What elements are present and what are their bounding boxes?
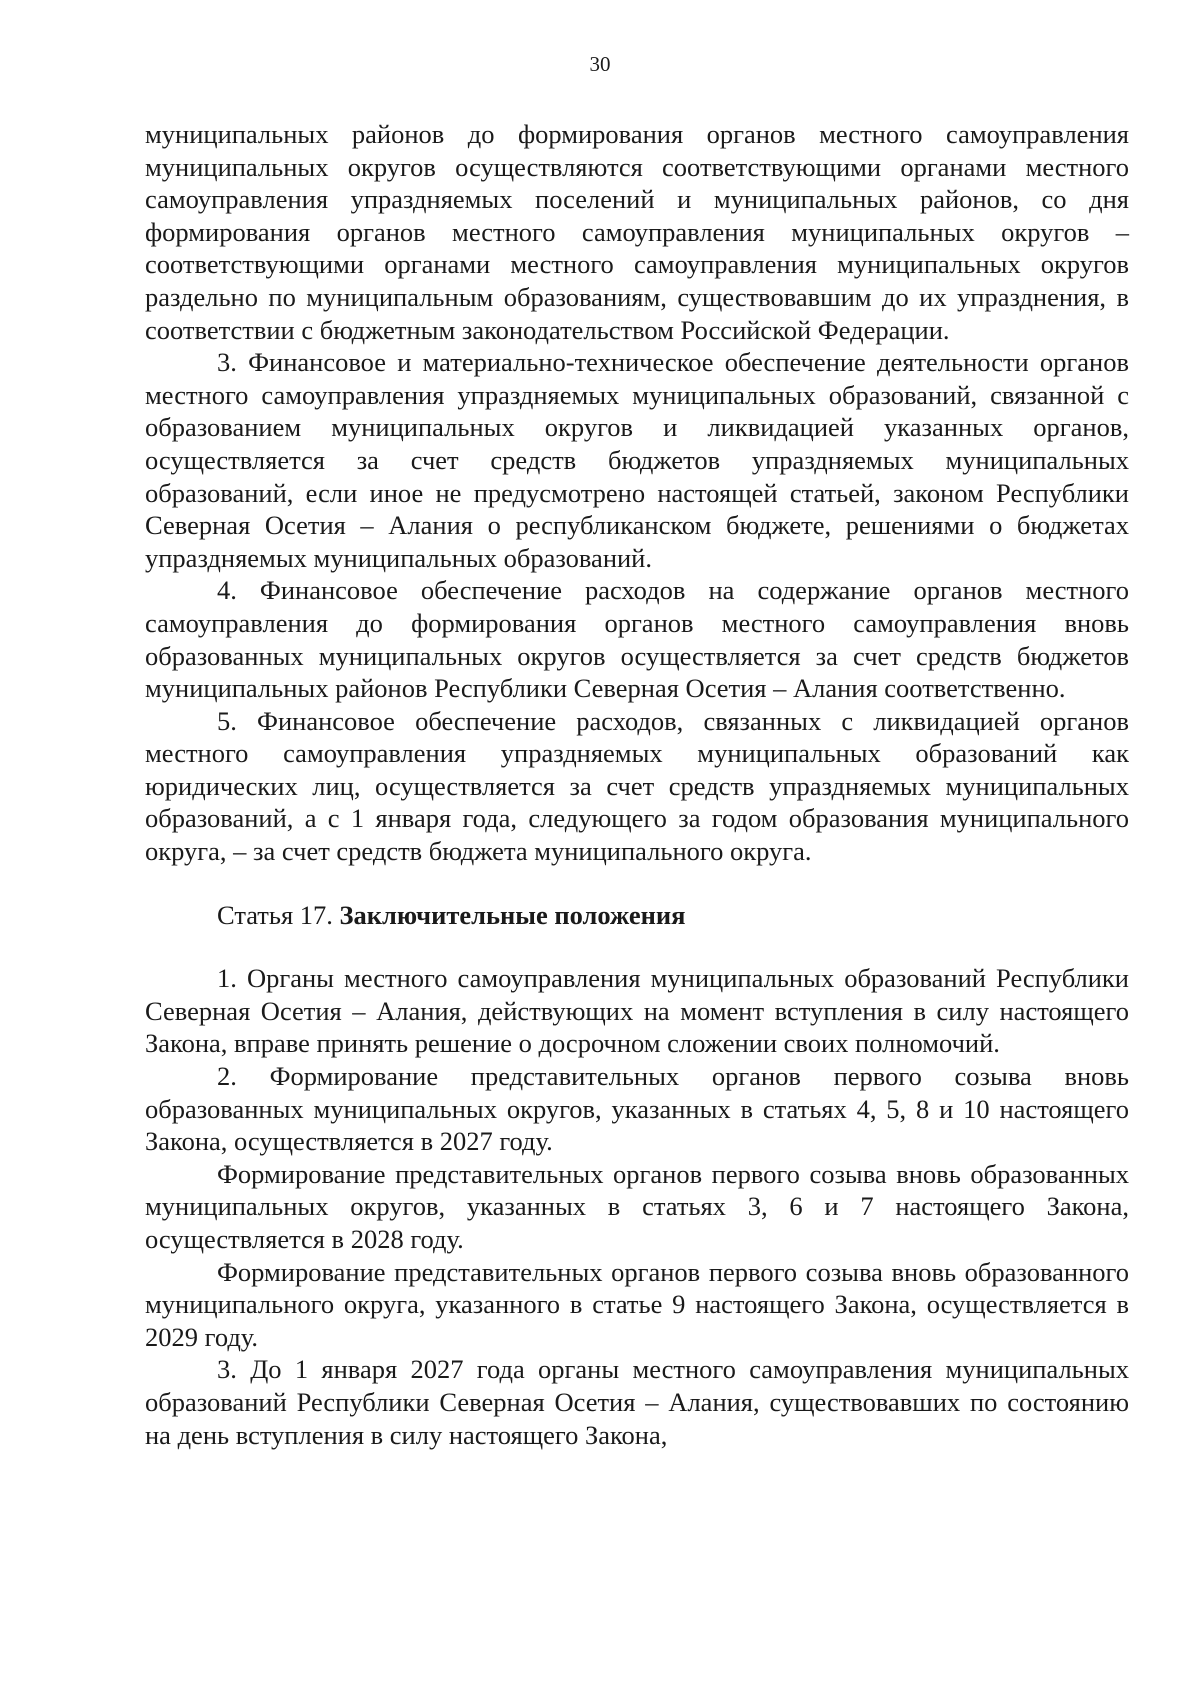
paragraph-item-1: 1. Органы местного самоуправления муниципальных образований Республики Северная Осетия – Алания, действующих на момент вступления в силу настоящего Закона, вправе принять решение о досрочном сложении своих полномочий. xyxy=(145,963,1129,1059)
paragraph-item-4: 4. Финансовое обеспечение расходов на содержание органов местного самоуправления до формирования органов местного самоуправления вновь образованных муниципальных округов осуществляется за счет средств бюджетов муниципальных районов Республики Северная Осетия – Алания соответственно. xyxy=(145,575,1129,704)
article-title: Заключительные положения xyxy=(339,899,686,930)
paragraph-item-2-part-3: Формирование представительных органов первого созыва вновь образованного муниципального округа, указанного в статье 9 настоящего Закона, осуществляется в 2029 году. xyxy=(145,1256,1129,1352)
paragraph-item-3: 3. Финансовое и материально-техническое обеспечение деятельности органов местного самоуправления упраздняемых муниципальных образований, связанной с образованием муниципальных округов и ликвидацией указанных органов, осуществляется за счет средств бюджетов упраздняемых муниципальных образований, если иное не предусмотрено настоящей статьей, законом Республики Северная Осетия – Алания о республиканском бюджете, решениями о бюджетах упраздняемых муниципальных образований. xyxy=(145,347,1129,573)
article-heading xyxy=(145,899,1129,932)
paragraph-item-3-final: 3. До 1 января 2027 года органы местного самоуправления муниципальных образований Республики Северная Осетия – Алания, существовавших по состоянию на день вступления в силу настоящего Закона, xyxy=(145,1354,1129,1450)
article-number: Статья 17. xyxy=(217,899,340,930)
document-body xyxy=(145,118,1129,1451)
page-number: 30 xyxy=(589,52,611,76)
paragraph-continuation: муниципальных районов до формирования органов местного самоуправления муниципальных округов осуществляются соответствующими органами местного самоуправления упраздняемых поселений и муниципальных районов, со дня формирования органов местного самоуправления муниципальных округов – соответствующими органами местного самоуправления муниципальных округов раздельно по муниципальным образованиям, существовавшим до их упразднения, в соответствии с бюджетным законодательством Российской Федерации. xyxy=(145,119,1129,345)
paragraph-item-2-part-2: Формирование представительных органов первого созыва вновь образованных муниципальных округов, указанных в статьях 3, 6 и 7 настоящего Закона, осуществляется в 2028 году. xyxy=(145,1158,1129,1254)
paragraph-item-2: 2. Формирование представительных органов первого созыва вновь образованных муниципальных округов, указанных в статьях 4, 5, 8 и 10 настоящего Закона, осуществляется в 2027 году. xyxy=(145,1061,1129,1157)
paragraph-item-5: 5. Финансовое обеспечение расходов, связанных с ликвидацией органов местного самоуправления упраздняемых муниципальных образований как юридических лиц, осуществляется за счет средств упраздняемых муниципальных образований, а с 1 января года, следующего за годом образования муниципального округа, – за счет средств бюджета муниципального округа. xyxy=(145,705,1129,867)
